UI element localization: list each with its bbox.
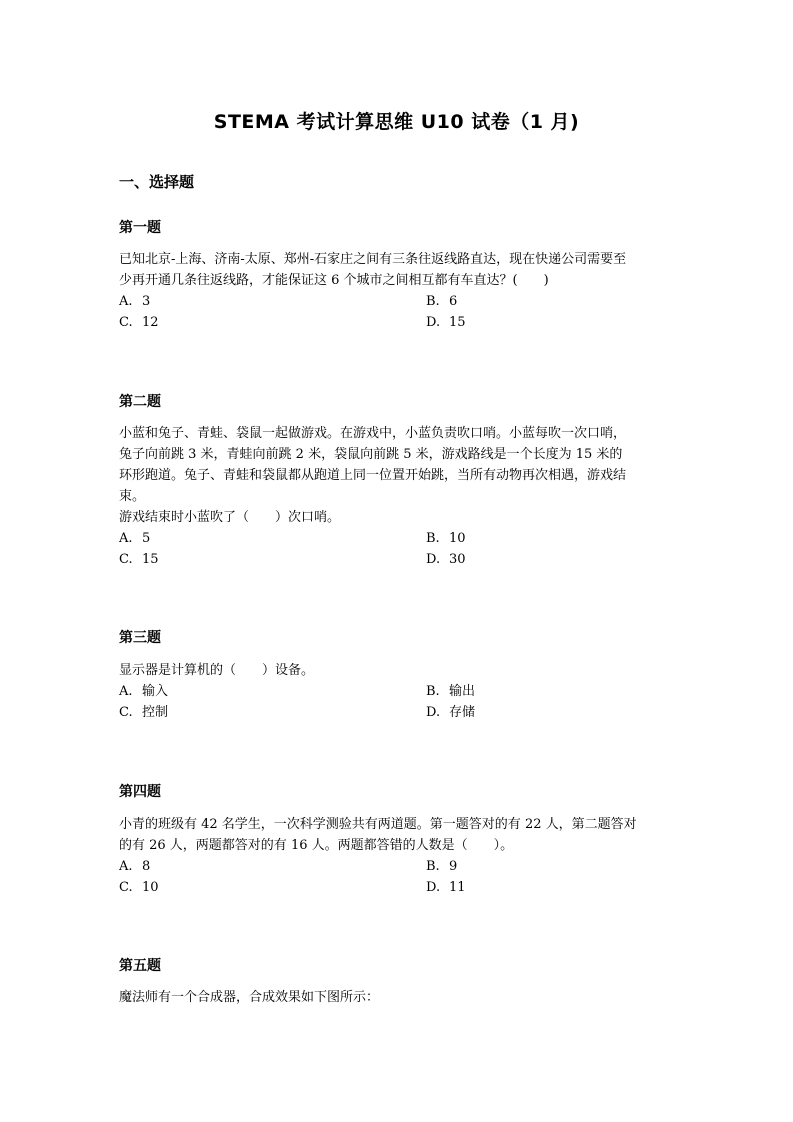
option-letter: A. (119, 859, 133, 874)
option-letter: D. (426, 315, 441, 330)
option-letter: A. (119, 684, 133, 699)
option-letter: B. (426, 859, 440, 874)
stem-line: 游戏结束时小蓝吹了（ ）次口哨。 (119, 510, 341, 525)
section-heading: 一、选择题 (119, 173, 195, 191)
option-a[interactable] (119, 681, 168, 702)
option-a[interactable] (119, 291, 150, 312)
option-text: 6 (449, 294, 458, 309)
stem-line: 魔法师有一个合成器，合成效果如下图所示： (119, 990, 380, 1005)
option-d[interactable] (426, 877, 466, 898)
option-b[interactable] (426, 681, 475, 702)
option-letter: B. (426, 531, 440, 546)
option-text: 30 (449, 552, 466, 567)
question-heading: 第四题 (119, 784, 161, 800)
option-letter: C. (119, 705, 133, 720)
option-text: 3 (142, 294, 151, 309)
option-text: 15 (449, 315, 466, 330)
stem-line: 小蓝和兔子、青蛙、袋鼠一起做游戏。在游戏中，小蓝负责吹口哨。小蓝每吹一次口哨， (119, 426, 627, 441)
option-text: 9 (449, 859, 458, 874)
question-stem (119, 814, 675, 856)
option-letter: A. (119, 531, 133, 546)
option-a[interactable] (119, 856, 150, 877)
question-stem (119, 423, 675, 528)
question-heading: 第二题 (119, 394, 161, 410)
option-text: 5 (142, 531, 151, 546)
stem-line: 已知北京-上海、济南-太原、郑州-石家庄之间有三条往返线路直达，现在快递公司需要至 (119, 252, 627, 267)
option-text: 输出 (449, 684, 476, 699)
option-d[interactable] (426, 312, 466, 333)
option-letter: C. (119, 315, 133, 330)
option-d[interactable] (426, 549, 466, 570)
option-letter: D. (426, 880, 441, 895)
option-letter: A. (119, 294, 133, 309)
option-letter: B. (426, 294, 440, 309)
option-text: 输入 (142, 684, 169, 699)
question-heading: 第一题 (119, 220, 161, 236)
question-stem (119, 987, 675, 1008)
option-a[interactable] (119, 528, 150, 549)
option-b[interactable] (426, 856, 457, 877)
option-letter: D. (426, 552, 441, 567)
stem-line: 少再开通几条往返线路，才能保证这 6 个城市之间相互都有车直达？( ) (119, 273, 549, 288)
option-b[interactable] (426, 291, 457, 312)
stem-line: 环形跑道。兔子、青蛙和袋鼠都从跑道上同一位置开始跳，当所有动物再次相遇，游戏结 (119, 468, 627, 483)
stem-line: 兔子向前跳 3 米，青蛙向前跳 2 米，袋鼠向前跳 5 米，游戏路线是一个长度为 15 米的 (119, 447, 623, 462)
option-text: 存储 (449, 705, 476, 720)
option-text: 12 (142, 315, 159, 330)
stem-line: 束。 (119, 489, 146, 504)
option-text: 8 (142, 859, 151, 874)
option-b[interactable] (426, 528, 466, 549)
option-d[interactable] (426, 702, 475, 723)
option-letter: D. (426, 705, 441, 720)
option-c[interactable] (119, 312, 159, 333)
option-letter: B. (426, 684, 440, 699)
option-letter: C. (119, 880, 133, 895)
option-letter: C. (119, 552, 133, 567)
option-text: 10 (449, 531, 466, 546)
option-c[interactable] (119, 702, 168, 723)
question-stem (119, 249, 675, 291)
option-c[interactable] (119, 877, 159, 898)
page-title: STEMA 考试计算思维 U10 试卷（1 月) (213, 111, 580, 133)
option-text: 控制 (142, 705, 169, 720)
stem-line: 的有 26 人，两题都答对的有 16 人。两题都答错的人数是（ ）。 (119, 838, 514, 853)
stem-line: 小青的班级有 42 名学生，一次科学测验共有两道题。第一题答对的有 22 人，第二题答对 (119, 817, 637, 832)
option-text: 11 (449, 880, 466, 895)
question-heading: 第三题 (119, 630, 161, 646)
question-heading: 第五题 (119, 958, 161, 974)
option-c[interactable] (119, 549, 159, 570)
question-stem (119, 660, 675, 681)
stem-line: 显示器是计算机的（ ）设备。 (119, 663, 315, 678)
option-text: 10 (142, 880, 159, 895)
option-text: 15 (142, 552, 159, 567)
